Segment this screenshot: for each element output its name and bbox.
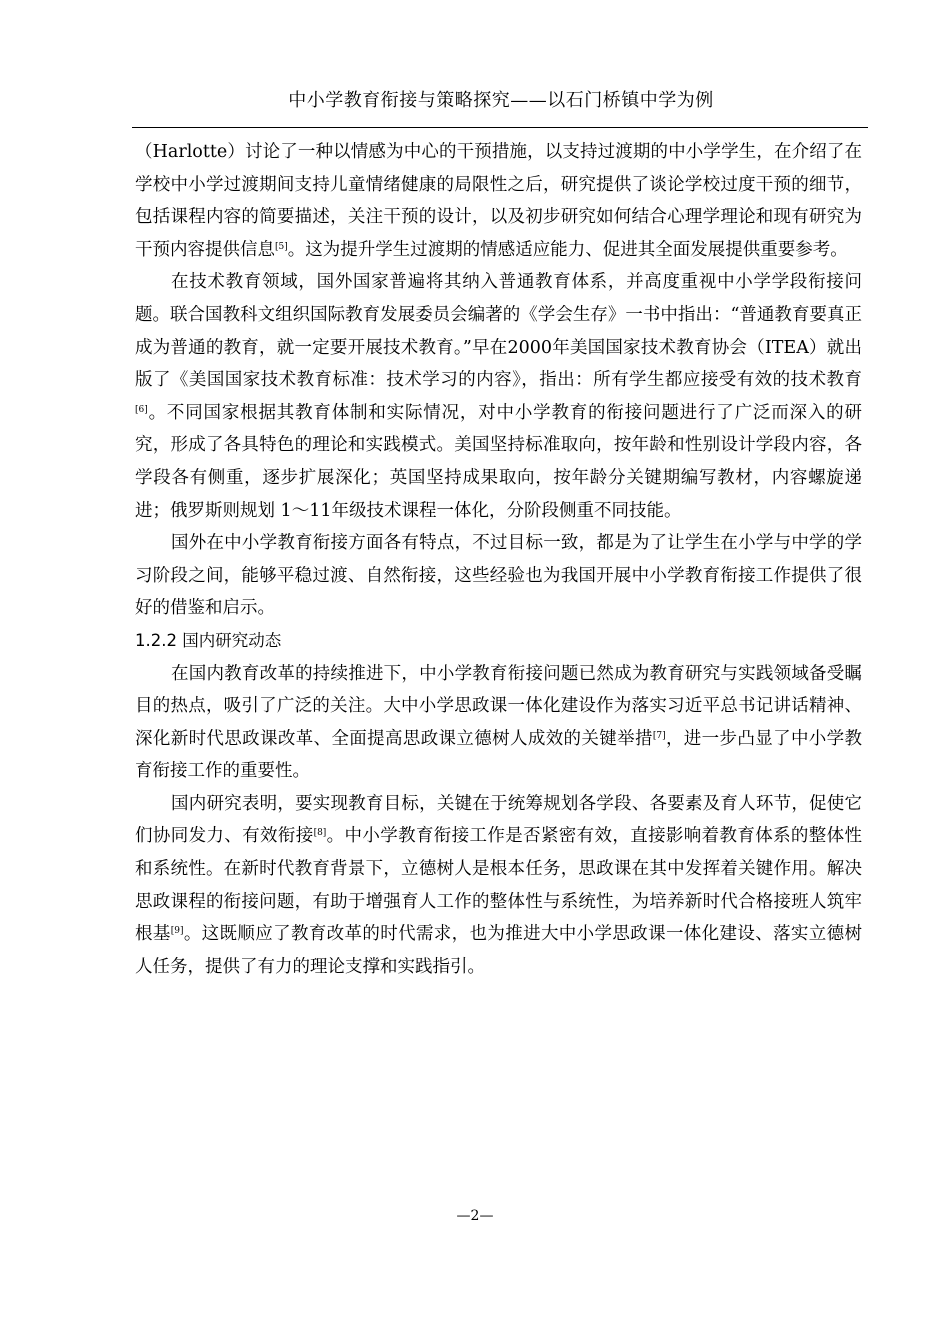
header-rule [132, 127, 868, 128]
citation-ref[interactable]: [9] [170, 926, 184, 937]
paragraph-text: 。这为提升学生过渡期的情感适应能力、促进其全面发展提供重要参考。 [287, 239, 848, 260]
section-heading: 1.2.2 国内研究动态 [135, 630, 282, 650]
paragraph-3 [135, 527, 862, 625]
paragraph-text: 。这既顺应了教育改革的时代需求，也为推进大中小学思政课一体化建设、落实立德树人任务，提供了有力的理论支撑和实践指引。 [135, 924, 863, 977]
paragraph-4 [135, 658, 862, 788]
paragraph-text: 在技术教育领域，国外国家普遍将其纳入普通教育体系，并高度重视中小学学段衔接问题。联合国教科文组织国际教育发展委员会编著的《学会生存》一书中指出：“普通教育要真正成为普通的教育，就一定要开展技术教育。”早在2000年美国国家技术教育协会（ITEA）就出版了《美国国家技术教育标准：技术学习的内容》，指出：所有学生都应接受有效的技术教育 [135, 272, 862, 391]
paragraph-2 [135, 266, 862, 527]
paragraph-text: 国外在中小学教育衔接方面各有特点，不过目标一致，都是为了让学生在小学与中学的学习阶段之间，能够平稳过渡、自然衔接，这些经验也为我国开展中小学教育衔接工作提供了很好的借鉴和启示。 [135, 533, 862, 619]
paragraph-text: ，进一步凸显了中小学教育衔接工作的重要性。 [135, 728, 863, 782]
paragraph-text: 国内研究表明，要实现教育目标，关键在于统筹规划各学段、各要素及育人环节，促使它们协同发力、有效衔接 [135, 793, 862, 847]
citation-ref[interactable]: [7] [652, 730, 666, 741]
paragraph-text: （Harlotte）讨论了一种以情感为中心的干预措施，以支持过渡期的中小学学生，在介绍了在学校中小学过渡期间支持儿童情绪健康的局限性之后，研究提供了谈论学校过度干预的细节，包括课程内容的简要描述，关注干预的设计，以及初步研究如何结合心理学理论和现有研究为干预内容提供信息 [135, 142, 862, 260]
citation-ref[interactable]: [5] [275, 241, 288, 252]
running-header: 中小学教育衔接与策略探究——以石门桥镇中学为例 [288, 90, 714, 111]
citation-ref[interactable]: [8] [313, 828, 327, 839]
paragraph-text: 。中小学教育衔接工作是否紧密有效，直接影响着教育体系的整体性和系统性。在新时代教育背景下，立德树人是根本任务，思政课在其中发挥着关键作用。解决思政课程的衔接问题，有助于增强育人工作的整体性与系统性，为培养新时代合格接班人筑牢根基 [135, 826, 862, 945]
citation-ref[interactable]: [6] [135, 404, 148, 415]
paragraph-1 [135, 136, 862, 266]
body-text [135, 136, 862, 983]
page-number: —2— [456, 1208, 494, 1224]
paragraph-text: 在国内教育改革的持续推进下，中小学教育衔接问题已然成为教育研究与实践领域备受瞩目的热点，吸引了广泛的关注。大中小学思政课一体化建设作为落实习近平总书记讲话精神、深化新时代思政课改革、全面提高思政课立德树人成效的关键举措 [135, 663, 862, 749]
paragraph-5 [135, 788, 862, 984]
paragraph-text: 。不同国家根据其教育体制和实际情况，对中小学教育的衔接问题进行了广泛而深入的研究，形成了各具特色的理论和实践模式。美国坚持标准取向，按年龄和性别设计学段内容，各学段各有侧重，逐步扩展深化；英国坚持成果取向，按年龄分关键期编写教材，内容螺旋递进；俄罗斯则规划 1～11年级技术课程一体化，分阶段侧重不同技能。 [135, 402, 862, 521]
